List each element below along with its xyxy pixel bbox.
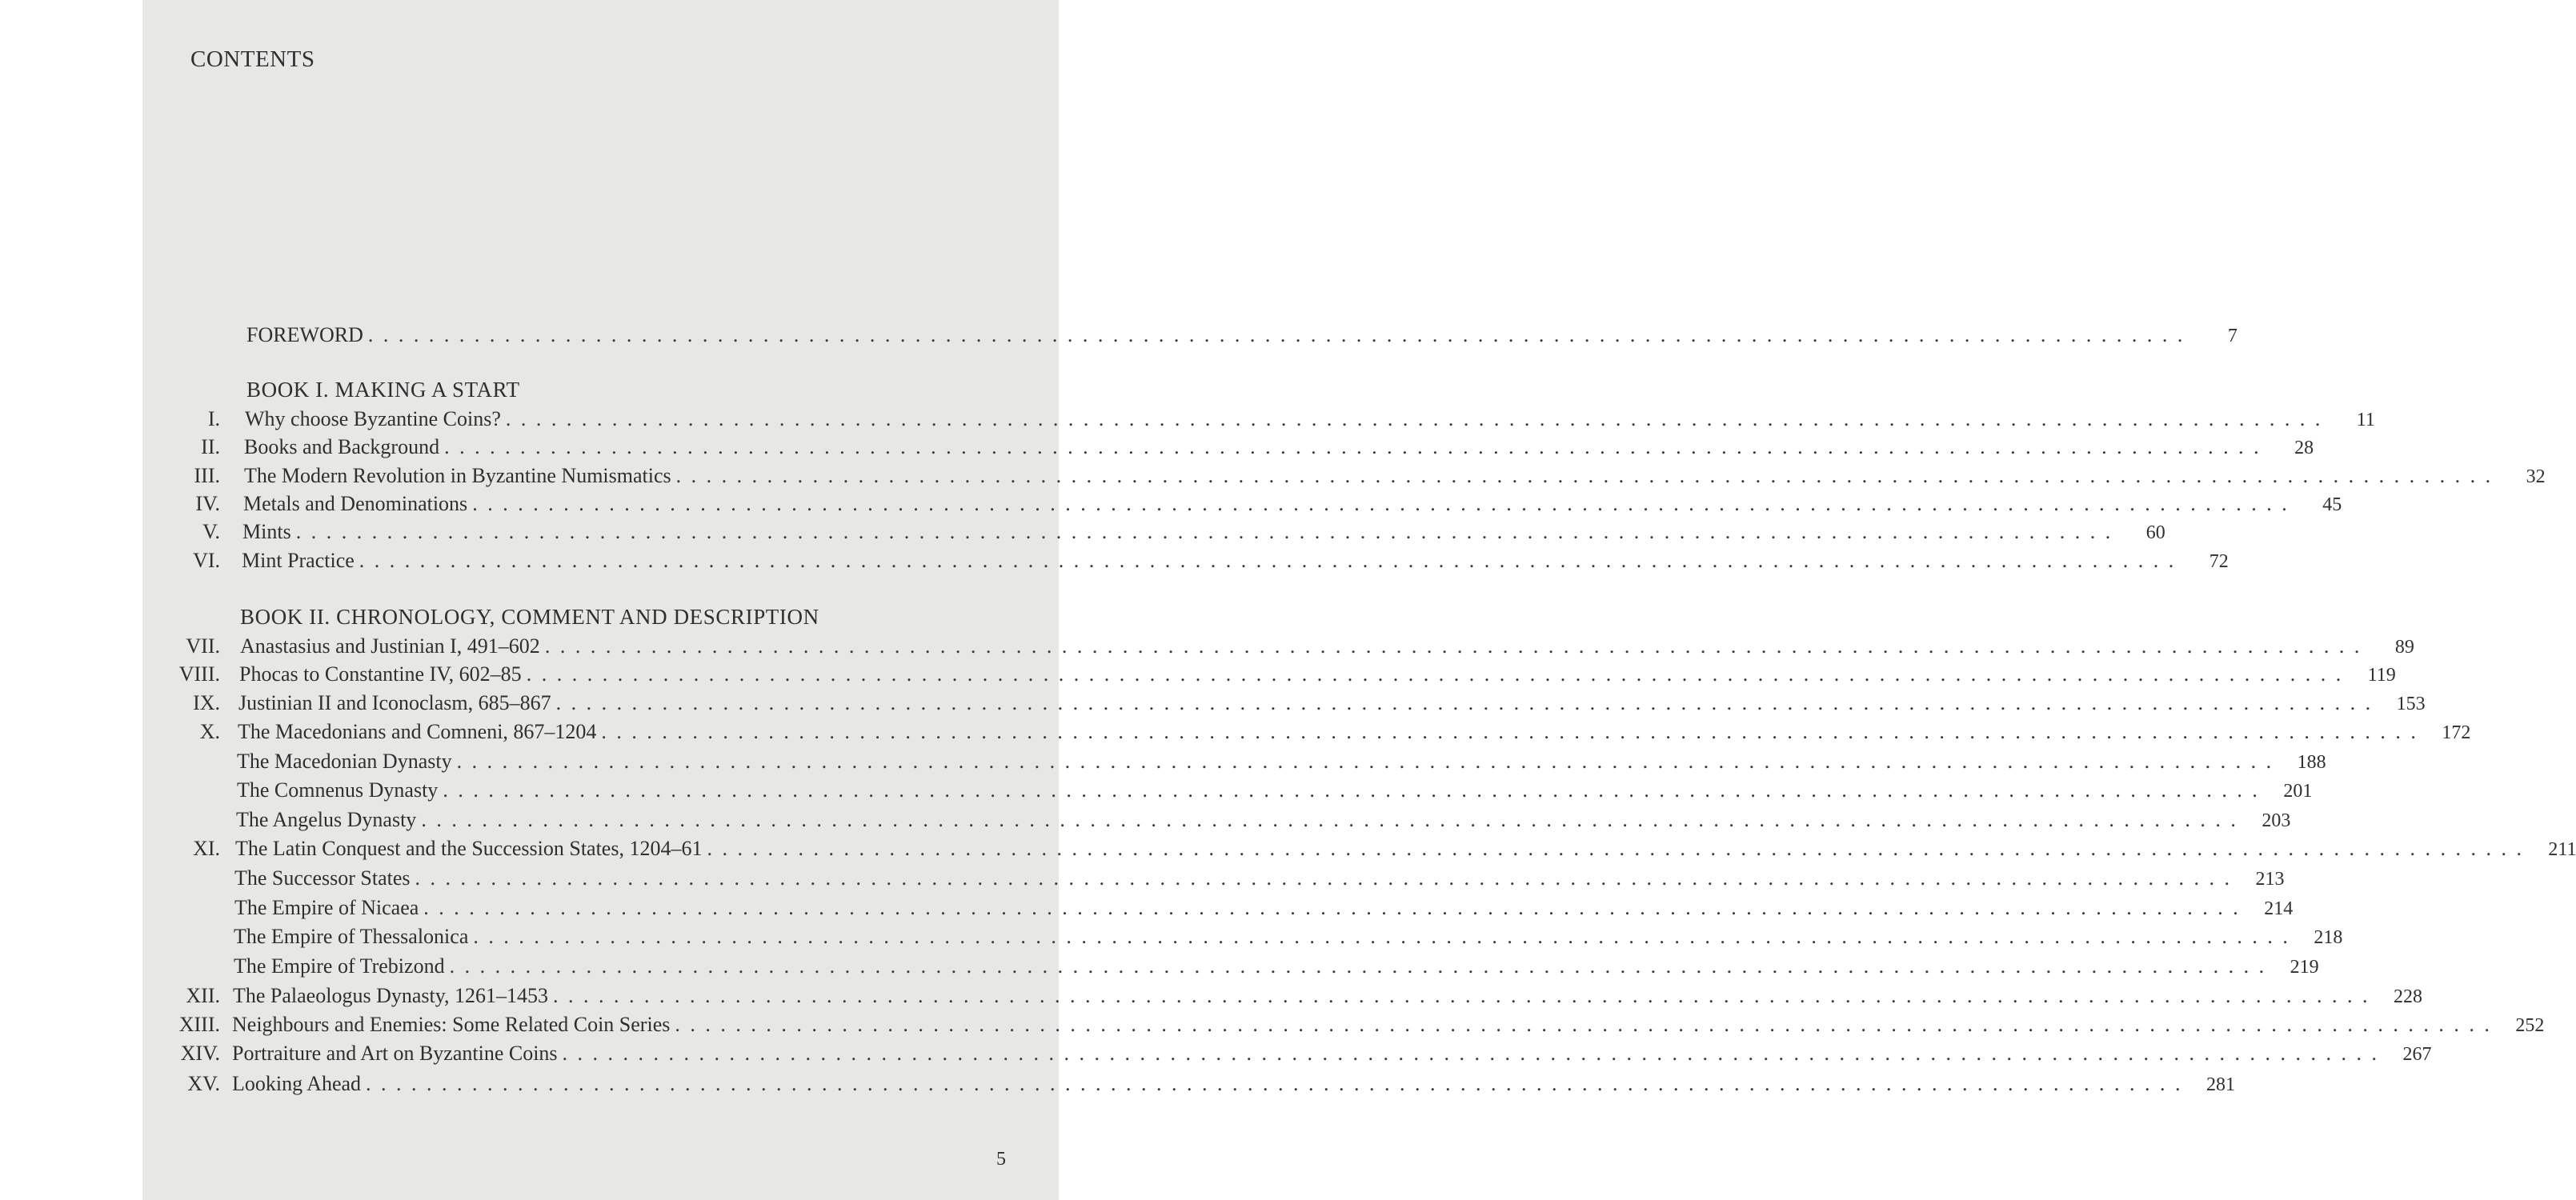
dot-leader: ........................................................................................................................ (359, 549, 2184, 572)
chapter-number: XI. (193, 837, 220, 860)
entry-page: 281 (2206, 1074, 2236, 1095)
entry-page: 219 (2290, 957, 2319, 978)
dot-leader: ........................................................................................................................ (367, 323, 2193, 346)
entry-title: Why choose Byzantine Coins? (245, 407, 501, 430)
toc-entry (142, 633, 2414, 660)
toc-entry (142, 718, 2471, 746)
entry-page: 89 (2394, 637, 2414, 658)
entry-page: 213 (2255, 869, 2285, 890)
entry-page: 153 (2396, 694, 2426, 714)
toc-entry-foreword (246, 322, 2237, 350)
entry-page: 60 (2145, 522, 2165, 543)
chapter-number: XV. (187, 1072, 220, 1095)
dot-leader: ........................................................................................................................ (526, 662, 2351, 686)
entry-page: 45 (2322, 494, 2342, 515)
dot-leader: ........................................................................................................................ (456, 750, 2282, 773)
toc-entry (142, 1040, 2432, 1067)
entry-page: 252 (2515, 1015, 2545, 1036)
toc-entry (142, 547, 2229, 574)
dot-leader: ........................................................................................................................ (707, 837, 2532, 860)
entry-page: 11 (2356, 410, 2375, 430)
chapter-number: VI. (193, 549, 220, 572)
entry-title: Anastasius and Justinian I, 491–602 (240, 634, 540, 658)
toc-entry (142, 518, 2165, 546)
entry-title: Portraiture and Art on Byzantine Coins (232, 1042, 558, 1065)
entry-page: 214 (2264, 898, 2294, 919)
chapter-number: XII. (186, 984, 220, 1007)
entry-page: 32 (2526, 466, 2546, 487)
dot-leader: ........................................................................................................................ (553, 984, 2378, 1007)
entry-title: The Successor States (234, 866, 411, 890)
entry-page: 267 (2402, 1044, 2432, 1065)
toc-entry (142, 434, 2314, 461)
entry-page: 28 (2294, 438, 2314, 458)
book-1-heading: BOOK I. MAKING A START (246, 378, 520, 402)
dot-leader: ........................................................................................................................ (544, 634, 2370, 658)
chapter-number: I. (207, 407, 220, 430)
entry-page: 228 (2394, 986, 2423, 1007)
chapter-number: V. (202, 520, 220, 543)
toc-entry (142, 806, 2291, 834)
chapter-number: VII. (186, 634, 220, 658)
entry-title: The Macedonian Dynasty (237, 750, 452, 773)
chapter-number: XIII. (178, 1013, 220, 1036)
entry-page: 211 (2548, 839, 2576, 860)
toc-entry (142, 865, 2285, 892)
entry-title: The Empire of Trebizond (234, 954, 445, 978)
toc-entry (142, 490, 2342, 518)
chapter-number: X. (199, 720, 220, 743)
toc-entry (142, 462, 2546, 490)
entry-title: Mints (242, 520, 291, 543)
toc-entry (142, 835, 2576, 862)
dot-leader: ........................................................................................................................ (415, 866, 2240, 890)
chapter-number: II. (201, 435, 220, 458)
entry-page: 218 (2314, 927, 2343, 948)
toc-entry (142, 982, 2423, 1010)
entry-title: Phocas to Constantine IV, 602–85 (239, 662, 522, 686)
entry-title: The Empire of Thessalonica (234, 925, 469, 948)
entry-title: The Modern Revolution in Byzantine Numismatics (244, 464, 671, 487)
dot-leader: ........................................................................................................................ (444, 435, 2270, 458)
dot-leader: ........................................................................................................................ (449, 954, 2274, 978)
entry-title: The Palaeologus Dynasty, 1261–1453 (233, 984, 549, 1007)
entry-title: The Empire of Nicaea (234, 896, 419, 919)
toc-entry (142, 953, 2319, 980)
entry-title: FOREWORD (246, 323, 363, 346)
book-page (142, 0, 2576, 1200)
entry-title: The Macedonians and Comneni, 867–1204 (238, 720, 597, 743)
dot-leader: ........................................................................................................................ (423, 896, 2249, 919)
dot-leader: ........................................................................................................................ (443, 778, 2268, 802)
chapter-number: XIV. (180, 1042, 220, 1065)
chapter-number: IX. (193, 691, 220, 714)
entry-page: 72 (2209, 551, 2229, 572)
entry-page: 188 (2297, 752, 2326, 773)
toc-entry (142, 661, 2396, 688)
chapter-number: III. (194, 464, 220, 487)
entry-title: Neighbours and Enemies: Some Related Coin Series (232, 1013, 671, 1036)
toc-entry (142, 748, 2326, 775)
toc-entry (142, 406, 2375, 433)
page-number: 5 (996, 1149, 1006, 1170)
chapter-number: VIII. (178, 662, 220, 686)
dot-leader: ........................................................................................................................ (675, 1013, 2500, 1036)
entry-title: Metals and Denominations (243, 492, 468, 515)
dot-leader: ........................................................................................................................ (562, 1042, 2387, 1065)
chapter-number: IV. (195, 492, 220, 515)
entry-page: 7 (2227, 326, 2237, 346)
dot-leader: ........................................................................................................................ (421, 808, 2246, 831)
entry-title: Justinian II and Iconoclasm, 685–867 (238, 691, 551, 714)
toc-entry (142, 1070, 2236, 1098)
entry-page: 203 (2262, 810, 2291, 831)
dot-leader: ........................................................................................................................ (555, 691, 2381, 714)
entry-title: The Angelus Dynasty (236, 808, 417, 831)
entry-page: 172 (2442, 722, 2471, 743)
dot-leader: ........................................................................................................................ (601, 720, 2426, 743)
toc-entry (142, 1011, 2545, 1038)
dot-leader: ........................................................................................................................ (295, 520, 2121, 543)
page-title: CONTENTS (190, 46, 315, 72)
entry-page: 201 (2283, 781, 2313, 802)
dot-leader: ........................................................................................................................ (473, 925, 2298, 948)
entry-page: 119 (2367, 665, 2396, 686)
toc-entry (142, 690, 2426, 717)
dot-leader: ........................................................................................................................ (675, 464, 2501, 487)
toc-entry (142, 894, 2294, 922)
toc-entry (142, 777, 2313, 804)
entry-title: Mint Practice (242, 549, 355, 572)
dot-leader: ........................................................................................................................ (472, 492, 2298, 515)
toc-entry (142, 923, 2343, 950)
entry-title: The Comnenus Dynasty (237, 778, 439, 802)
book-2-heading: BOOK II. CHRONOLOGY, COMMENT AND DESCRIPTION (240, 605, 819, 629)
entry-title: Books and Background (244, 435, 440, 458)
entry-title: Looking Ahead (232, 1072, 362, 1095)
entry-title: The Latin Conquest and the Succession States, 1204–61 (235, 837, 703, 860)
dot-leader: ........................................................................................................................ (505, 407, 2330, 430)
dot-leader: ........................................................................................................................ (366, 1072, 2191, 1095)
